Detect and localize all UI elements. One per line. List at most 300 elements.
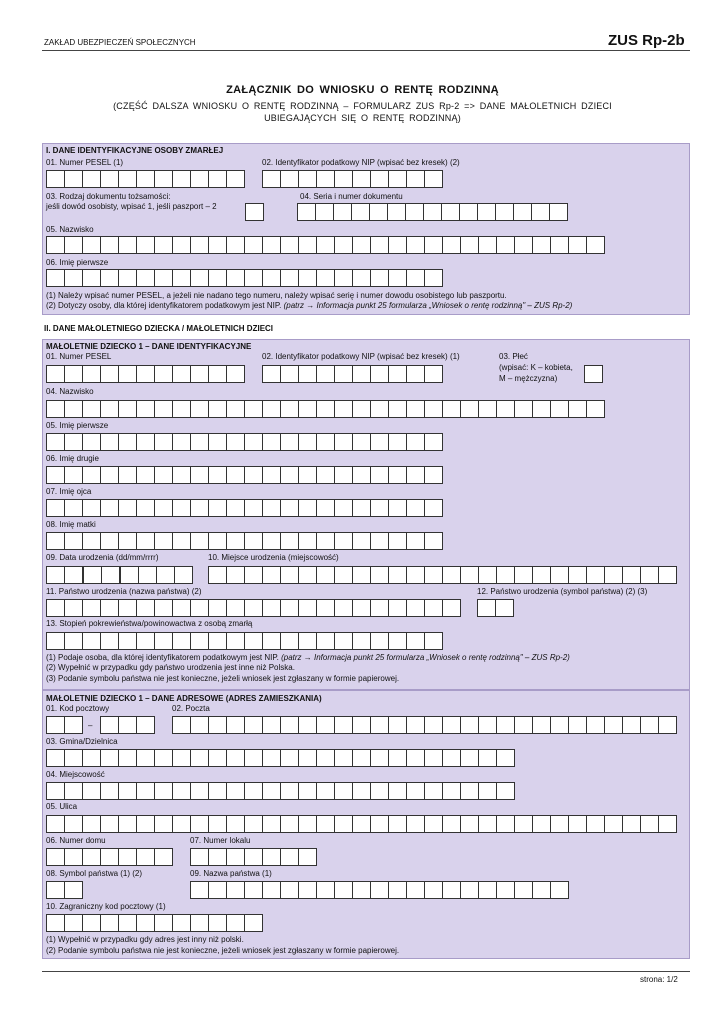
input-cell[interactable]	[191, 500, 209, 516]
input-cell[interactable]	[119, 401, 137, 417]
input-cell[interactable]	[137, 270, 155, 286]
input-cell[interactable]	[65, 567, 83, 583]
input-cell[interactable]	[335, 783, 353, 799]
input-cell[interactable]	[119, 750, 137, 766]
child-post-office-input[interactable]	[172, 716, 677, 734]
input-cell[interactable]	[263, 750, 281, 766]
input-cell[interactable]	[298, 204, 316, 220]
input-cell[interactable]	[209, 816, 227, 832]
input-cell[interactable]	[299, 401, 317, 417]
input-cell[interactable]	[641, 717, 659, 733]
input-cell[interactable]	[569, 237, 587, 253]
input-cell[interactable]	[227, 366, 245, 382]
input-cell[interactable]	[101, 171, 119, 187]
input-cell[interactable]	[65, 717, 83, 733]
input-cell[interactable]	[389, 500, 407, 516]
child-relationship-input[interactable]	[46, 632, 443, 650]
input-cell[interactable]	[281, 567, 299, 583]
input-cell[interactable]	[659, 816, 677, 832]
input-cell[interactable]	[497, 783, 515, 799]
input-cell[interactable]	[461, 783, 479, 799]
input-cell[interactable]	[65, 366, 83, 382]
input-cell[interactable]	[371, 533, 389, 549]
input-cell[interactable]	[317, 717, 335, 733]
input-cell[interactable]	[533, 717, 551, 733]
input-cell[interactable]	[263, 171, 281, 187]
input-cell[interactable]	[389, 533, 407, 549]
input-cell[interactable]	[209, 467, 227, 483]
input-cell[interactable]	[173, 171, 191, 187]
input-cell[interactable]	[209, 401, 227, 417]
input-cell[interactable]	[246, 204, 264, 220]
input-cell[interactable]	[389, 171, 407, 187]
input-cell[interactable]	[299, 467, 317, 483]
input-cell[interactable]	[119, 171, 137, 187]
input-cell[interactable]	[370, 204, 388, 220]
input-cell[interactable]	[227, 816, 245, 832]
input-cell[interactable]	[461, 750, 479, 766]
input-cell[interactable]	[227, 600, 245, 616]
input-cell[interactable]	[425, 750, 443, 766]
input-cell[interactable]	[299, 366, 317, 382]
input-cell[interactable]	[424, 204, 442, 220]
input-cell[interactable]	[191, 600, 209, 616]
input-cell[interactable]	[227, 849, 245, 865]
deceased-doc-number-input[interactable]	[297, 203, 568, 221]
input-cell[interactable]	[299, 567, 317, 583]
input-cell[interactable]	[263, 237, 281, 253]
input-cell[interactable]	[173, 270, 191, 286]
input-cell[interactable]	[389, 401, 407, 417]
input-cell[interactable]	[335, 882, 353, 898]
input-cell[interactable]	[389, 783, 407, 799]
input-cell[interactable]	[83, 401, 101, 417]
input-cell[interactable]	[425, 270, 443, 286]
input-cell[interactable]	[245, 783, 263, 799]
input-cell[interactable]	[299, 171, 317, 187]
input-cell[interactable]	[245, 600, 263, 616]
input-cell[interactable]	[281, 849, 299, 865]
input-cell[interactable]	[191, 633, 209, 649]
input-cell[interactable]	[191, 401, 209, 417]
input-cell[interactable]	[623, 567, 641, 583]
input-cell[interactable]	[551, 882, 569, 898]
input-cell[interactable]	[227, 467, 245, 483]
input-cell[interactable]	[65, 500, 83, 516]
input-cell[interactable]	[137, 717, 155, 733]
input-cell[interactable]	[389, 270, 407, 286]
input-cell[interactable]	[155, 270, 173, 286]
input-cell[interactable]	[119, 500, 137, 516]
child-municipality-input[interactable]	[46, 749, 515, 767]
input-cell[interactable]	[209, 270, 227, 286]
input-cell[interactable]	[425, 567, 443, 583]
input-cell[interactable]	[83, 849, 101, 865]
input-cell[interactable]	[245, 750, 263, 766]
input-cell[interactable]	[209, 882, 227, 898]
input-cell[interactable]	[209, 849, 227, 865]
input-cell[interactable]	[209, 434, 227, 450]
input-cell[interactable]	[532, 204, 550, 220]
input-cell[interactable]	[425, 467, 443, 483]
input-cell[interactable]	[352, 204, 370, 220]
input-cell[interactable]	[371, 500, 389, 516]
input-cell[interactable]	[47, 434, 65, 450]
input-cell[interactable]	[65, 533, 83, 549]
input-cell[interactable]	[245, 717, 263, 733]
input-cell[interactable]	[299, 783, 317, 799]
deceased-first-name-input[interactable]	[46, 269, 443, 287]
input-cell[interactable]	[299, 816, 317, 832]
input-cell[interactable]	[83, 270, 101, 286]
input-cell[interactable]	[479, 882, 497, 898]
input-cell[interactable]	[659, 717, 677, 733]
input-cell[interactable]	[175, 567, 193, 583]
input-cell[interactable]	[101, 849, 119, 865]
deceased-doc-type-input[interactable]	[245, 203, 264, 221]
input-cell[interactable]	[443, 567, 461, 583]
input-cell[interactable]	[209, 500, 227, 516]
input-cell[interactable]	[335, 816, 353, 832]
input-cell[interactable]	[157, 567, 175, 583]
input-cell[interactable]	[139, 567, 157, 583]
input-cell[interactable]	[461, 567, 479, 583]
input-cell[interactable]	[299, 849, 317, 865]
input-cell[interactable]	[353, 237, 371, 253]
input-cell[interactable]	[371, 401, 389, 417]
input-cell[interactable]	[227, 434, 245, 450]
input-cell[interactable]	[299, 533, 317, 549]
input-cell[interactable]	[389, 467, 407, 483]
input-cell[interactable]	[425, 633, 443, 649]
input-cell[interactable]	[155, 533, 173, 549]
input-cell[interactable]	[191, 366, 209, 382]
input-cell[interactable]	[515, 401, 533, 417]
child-first-name-input[interactable]	[46, 433, 443, 451]
input-cell[interactable]	[47, 717, 65, 733]
input-cell[interactable]	[317, 600, 335, 616]
input-cell[interactable]	[605, 717, 623, 733]
input-cell[interactable]	[317, 434, 335, 450]
input-cell[interactable]	[461, 882, 479, 898]
input-cell[interactable]	[407, 500, 425, 516]
input-cell[interactable]	[587, 567, 605, 583]
input-cell[interactable]	[407, 816, 425, 832]
input-cell[interactable]	[299, 237, 317, 253]
input-cell[interactable]	[479, 717, 497, 733]
input-cell[interactable]	[353, 882, 371, 898]
input-cell[interactable]	[389, 633, 407, 649]
input-cell[interactable]	[83, 237, 101, 253]
input-cell[interactable]	[155, 237, 173, 253]
input-cell[interactable]	[299, 633, 317, 649]
input-cell[interactable]	[388, 204, 406, 220]
input-cell[interactable]	[191, 816, 209, 832]
input-cell[interactable]	[137, 467, 155, 483]
input-cell[interactable]	[353, 467, 371, 483]
input-cell[interactable]	[353, 600, 371, 616]
input-cell[interactable]	[317, 270, 335, 286]
input-cell[interactable]	[461, 816, 479, 832]
input-cell[interactable]	[317, 500, 335, 516]
input-cell[interactable]	[173, 237, 191, 253]
input-cell[interactable]	[191, 171, 209, 187]
input-cell[interactable]	[137, 750, 155, 766]
input-cell[interactable]	[173, 915, 191, 931]
input-cell[interactable]	[83, 816, 101, 832]
input-cell[interactable]	[119, 816, 137, 832]
child-pesel-input[interactable]	[46, 365, 245, 383]
input-cell[interactable]	[191, 717, 209, 733]
input-cell[interactable]	[263, 600, 281, 616]
input-cell[interactable]	[101, 366, 119, 382]
input-cell[interactable]	[335, 366, 353, 382]
input-cell[interactable]	[497, 401, 515, 417]
input-cell[interactable]	[353, 366, 371, 382]
input-cell[interactable]	[47, 633, 65, 649]
input-cell[interactable]	[371, 567, 389, 583]
input-cell[interactable]	[497, 717, 515, 733]
input-cell[interactable]	[227, 915, 245, 931]
input-cell[interactable]	[47, 270, 65, 286]
input-cell[interactable]	[317, 467, 335, 483]
input-cell[interactable]	[227, 750, 245, 766]
input-cell[interactable]	[101, 270, 119, 286]
input-cell[interactable]	[389, 717, 407, 733]
input-cell[interactable]	[407, 434, 425, 450]
input-cell[interactable]	[65, 600, 83, 616]
input-cell[interactable]	[585, 366, 603, 382]
child-town-input[interactable]	[46, 782, 515, 800]
input-cell[interactable]	[425, 533, 443, 549]
input-cell[interactable]	[119, 533, 137, 549]
input-cell[interactable]	[119, 633, 137, 649]
input-cell[interactable]	[353, 171, 371, 187]
input-cell[interactable]	[245, 816, 263, 832]
input-cell[interactable]	[263, 533, 281, 549]
child-foreign-postal-input[interactable]	[46, 914, 263, 932]
input-cell[interactable]	[605, 816, 623, 832]
input-cell[interactable]	[389, 600, 407, 616]
input-cell[interactable]	[335, 533, 353, 549]
input-cell[interactable]	[497, 750, 515, 766]
input-cell[interactable]	[353, 816, 371, 832]
input-cell[interactable]	[137, 849, 155, 865]
input-cell[interactable]	[227, 401, 245, 417]
input-cell[interactable]	[47, 567, 65, 583]
input-cell[interactable]	[299, 270, 317, 286]
input-cell[interactable]	[227, 717, 245, 733]
input-cell[interactable]	[335, 237, 353, 253]
input-cell[interactable]	[497, 237, 515, 253]
input-cell[interactable]	[407, 401, 425, 417]
input-cell[interactable]	[335, 600, 353, 616]
input-cell[interactable]	[317, 533, 335, 549]
input-cell[interactable]	[155, 915, 173, 931]
input-cell[interactable]	[119, 717, 137, 733]
input-cell[interactable]	[209, 750, 227, 766]
input-cell[interactable]	[209, 783, 227, 799]
input-cell[interactable]	[299, 882, 317, 898]
input-cell[interactable]	[515, 717, 533, 733]
child-country-name-input[interactable]	[190, 881, 569, 899]
input-cell[interactable]	[569, 401, 587, 417]
input-cell[interactable]	[227, 270, 245, 286]
input-cell[interactable]	[155, 849, 173, 865]
input-cell[interactable]	[245, 500, 263, 516]
input-cell[interactable]	[119, 849, 137, 865]
input-cell[interactable]	[209, 533, 227, 549]
input-cell[interactable]	[227, 882, 245, 898]
input-cell[interactable]	[389, 366, 407, 382]
input-cell[interactable]	[101, 600, 119, 616]
child-flat-no-input[interactable]	[190, 848, 317, 866]
input-cell[interactable]	[119, 366, 137, 382]
input-cell[interactable]	[281, 171, 299, 187]
input-cell[interactable]	[47, 915, 65, 931]
input-cell[interactable]	[263, 816, 281, 832]
input-cell[interactable]	[533, 237, 551, 253]
child-father-name-input[interactable]	[46, 499, 443, 517]
input-cell[interactable]	[353, 633, 371, 649]
input-cell[interactable]	[371, 270, 389, 286]
input-cell[interactable]	[335, 500, 353, 516]
input-cell[interactable]	[605, 567, 623, 583]
input-cell[interactable]	[191, 434, 209, 450]
input-cell[interactable]	[137, 816, 155, 832]
input-cell[interactable]	[407, 717, 425, 733]
input-cell[interactable]	[317, 366, 335, 382]
input-cell[interactable]	[443, 237, 461, 253]
input-cell[interactable]	[353, 750, 371, 766]
input-cell[interactable]	[281, 783, 299, 799]
input-cell[interactable]	[281, 270, 299, 286]
input-cell[interactable]	[263, 270, 281, 286]
input-cell[interactable]	[227, 567, 245, 583]
input-cell[interactable]	[281, 633, 299, 649]
input-cell[interactable]	[460, 204, 478, 220]
input-cell[interactable]	[173, 467, 191, 483]
input-cell[interactable]	[101, 401, 119, 417]
input-cell[interactable]	[83, 171, 101, 187]
input-cell[interactable]	[317, 237, 335, 253]
input-cell[interactable]	[371, 882, 389, 898]
input-cell[interactable]	[353, 270, 371, 286]
input-cell[interactable]	[137, 434, 155, 450]
input-cell[interactable]	[317, 783, 335, 799]
input-cell[interactable]	[425, 816, 443, 832]
input-cell[interactable]	[101, 915, 119, 931]
input-cell[interactable]	[335, 401, 353, 417]
input-cell[interactable]	[173, 500, 191, 516]
input-cell[interactable]	[407, 600, 425, 616]
input-cell[interactable]	[353, 567, 371, 583]
input-cell[interactable]	[443, 717, 461, 733]
input-cell[interactable]	[137, 600, 155, 616]
input-cell[interactable]	[101, 434, 119, 450]
input-cell[interactable]	[587, 717, 605, 733]
input-cell[interactable]	[496, 600, 514, 616]
input-cell[interactable]	[317, 750, 335, 766]
input-cell[interactable]	[119, 915, 137, 931]
input-cell[interactable]	[335, 750, 353, 766]
child-street-input[interactable]	[46, 815, 677, 833]
input-cell[interactable]	[569, 717, 587, 733]
input-cell[interactable]	[263, 366, 281, 382]
input-cell[interactable]	[47, 500, 65, 516]
input-cell[interactable]	[407, 567, 425, 583]
input-cell[interactable]	[299, 500, 317, 516]
deceased-surname-input[interactable]	[46, 236, 605, 254]
input-cell[interactable]	[245, 237, 263, 253]
input-cell[interactable]	[119, 434, 137, 450]
input-cell[interactable]	[65, 237, 83, 253]
input-cell[interactable]	[209, 567, 227, 583]
input-cell[interactable]	[65, 434, 83, 450]
input-cell[interactable]	[47, 849, 65, 865]
input-cell[interactable]	[587, 237, 605, 253]
input-cell[interactable]	[497, 816, 515, 832]
input-cell[interactable]	[65, 882, 83, 898]
input-cell[interactable]	[443, 882, 461, 898]
input-cell[interactable]	[209, 600, 227, 616]
input-cell[interactable]	[65, 467, 83, 483]
input-cell[interactable]	[65, 783, 83, 799]
input-cell[interactable]	[209, 717, 227, 733]
child-house-no-input[interactable]	[46, 848, 173, 866]
input-cell[interactable]	[389, 237, 407, 253]
child-country-symbol-input[interactable]	[46, 881, 83, 899]
input-cell[interactable]	[425, 434, 443, 450]
input-cell[interactable]	[83, 500, 101, 516]
input-cell[interactable]	[155, 750, 173, 766]
input-cell[interactable]	[299, 750, 317, 766]
input-cell[interactable]	[155, 434, 173, 450]
input-cell[interactable]	[173, 750, 191, 766]
input-cell[interactable]	[443, 783, 461, 799]
input-cell[interactable]	[407, 882, 425, 898]
input-cell[interactable]	[47, 750, 65, 766]
input-cell[interactable]	[461, 237, 479, 253]
input-cell[interactable]	[515, 237, 533, 253]
input-cell[interactable]	[83, 533, 101, 549]
input-cell[interactable]	[353, 717, 371, 733]
input-cell[interactable]	[227, 633, 245, 649]
input-cell[interactable]	[191, 750, 209, 766]
input-cell[interactable]	[47, 600, 65, 616]
input-cell[interactable]	[371, 237, 389, 253]
input-cell[interactable]	[245, 401, 263, 417]
input-cell[interactable]	[227, 783, 245, 799]
input-cell[interactable]	[83, 750, 101, 766]
input-cell[interactable]	[281, 434, 299, 450]
input-cell[interactable]	[353, 500, 371, 516]
input-cell[interactable]	[371, 783, 389, 799]
input-cell[interactable]	[317, 633, 335, 649]
input-cell[interactable]	[623, 717, 641, 733]
input-cell[interactable]	[371, 816, 389, 832]
input-cell[interactable]	[479, 401, 497, 417]
child-postal-code-part1-input[interactable]	[46, 716, 83, 734]
input-cell[interactable]	[551, 401, 569, 417]
input-cell[interactable]	[83, 915, 101, 931]
input-cell[interactable]	[406, 204, 424, 220]
input-cell[interactable]	[299, 717, 317, 733]
input-cell[interactable]	[425, 783, 443, 799]
input-cell[interactable]	[47, 533, 65, 549]
input-cell[interactable]	[137, 633, 155, 649]
input-cell[interactable]	[119, 600, 137, 616]
